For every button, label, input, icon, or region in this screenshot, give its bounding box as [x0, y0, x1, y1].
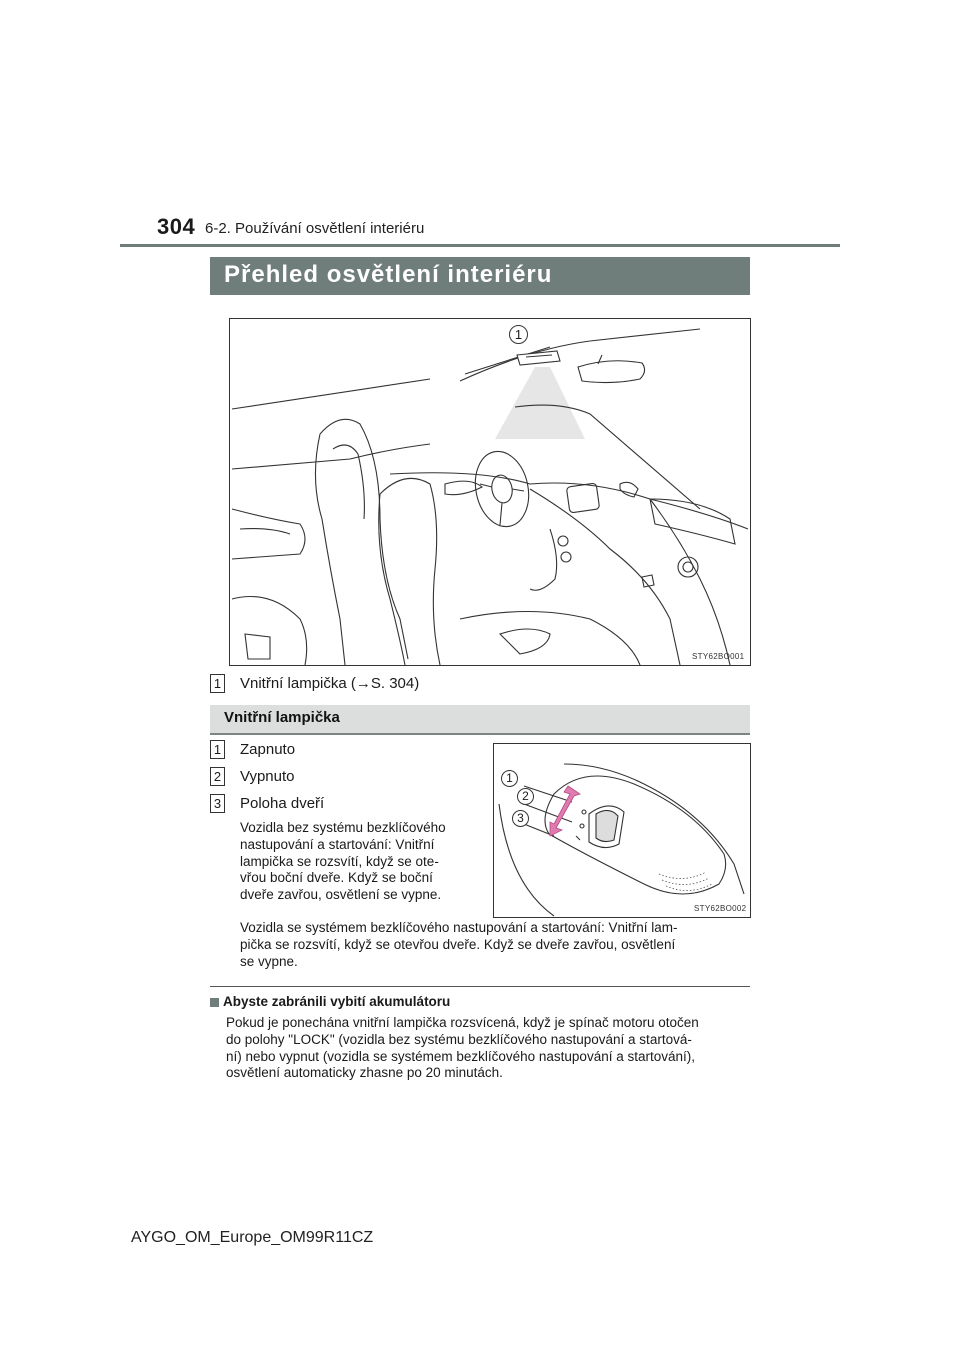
- note-title: Abyste zabránili vybití akumulátoru: [223, 994, 451, 1009]
- lamp-switch-illustration: [493, 743, 751, 918]
- note-divider: [210, 986, 750, 987]
- item-label: Poloha dveří: [240, 795, 325, 812]
- text-line: lampička se rozsvítí, když se ote-: [240, 853, 439, 869]
- main-heading-banner: [210, 257, 750, 295]
- page-number: 304: [157, 214, 196, 239]
- main-heading: Přehled osvětlení interiéru: [224, 261, 553, 288]
- smart-system-description: [240, 920, 748, 970]
- interior-overview-illustration: [229, 318, 751, 666]
- note-bullet-icon: [210, 998, 219, 1007]
- lamp-switch-drawing: [494, 744, 750, 917]
- text-line: osvětlení automaticky zhasne po 20 minutách.: [226, 1065, 503, 1081]
- item-marker: 1: [210, 740, 225, 759]
- text-line: nastupování a startování: Vnitřní: [240, 836, 435, 852]
- text-line: Pokud je ponechána vnitřní lampička rozsvícená, když je spínač motoru otočen: [226, 1015, 699, 1030]
- text-line: vřou boční dveře. Když se boční: [240, 870, 433, 886]
- sub-heading: Vnitřní lampička: [224, 709, 340, 726]
- door-position-description: [240, 820, 478, 904]
- switch-callout-marker: 2: [517, 788, 534, 805]
- switch-callout-marker: 1: [501, 770, 518, 787]
- section-breadcrumb: 6-2. Používání osvětlení interiéru: [205, 220, 425, 237]
- item-marker: 3: [210, 794, 225, 813]
- switch-callout-marker: 3: [512, 810, 529, 827]
- footer-document-id: AYGO_OM_Europe_OM99R11CZ: [131, 1229, 374, 1246]
- text-line: Vozidla bez systému bezklíčového: [240, 820, 446, 835]
- item-marker: 2: [210, 767, 225, 786]
- header-divider: [120, 244, 840, 247]
- text-line: do polohy "LOCK" (vozidla bez systému bezklíčového nastupování a startová-: [226, 1031, 692, 1047]
- figure-code: STY62BO001: [692, 652, 745, 661]
- item-label: Zapnuto: [240, 741, 296, 758]
- callout-marker-1: 1: [509, 325, 528, 344]
- text-line: pička se rozsvítí, když se otevřou dveře. Když se dveře zavřou, osvětlení: [240, 936, 676, 952]
- item-label: Vypnuto: [240, 768, 295, 785]
- sub-heading-banner: [210, 705, 750, 735]
- legend-marker: 1: [210, 674, 225, 693]
- note-body: [226, 1015, 748, 1082]
- car-interior-drawing: [230, 319, 750, 665]
- text-line: dveře zavřou, osvětlení se vypne.: [240, 887, 442, 903]
- text-line: Vozidla se systémem bezklíčového nastupování a startování: Vnitřní lam-: [240, 920, 678, 935]
- legend-text: Vnitřní lampička (→S. 304): [240, 675, 420, 692]
- text-line: se vypne.: [240, 953, 298, 969]
- figure-code: STY62BO002: [694, 904, 747, 913]
- text-line: ní) nebo vypnut (vozidla se systémem bezklíčového nastupování a startování),: [226, 1048, 695, 1064]
